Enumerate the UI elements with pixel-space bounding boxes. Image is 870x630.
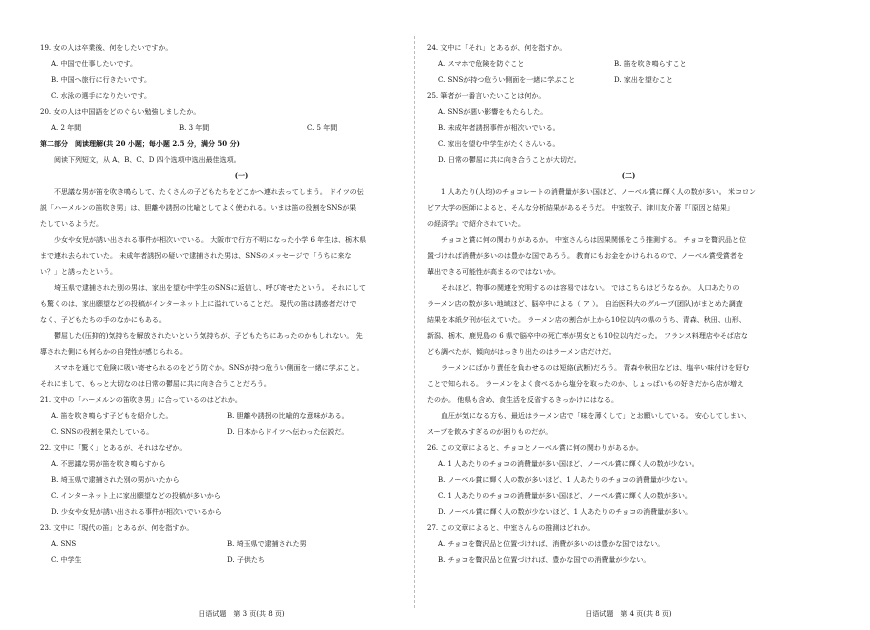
passage-2-line: チョコと賞に何の関わりがあるか。 中室さんらは因果関係をこう推測する。 チョコを贅沢品と位 [441,236,747,244]
passage-2-line: ことで知られる。 ラーメンをよく食べるから塩分を取ったのか、しょっぱいもの好きだから店が増え [427,380,744,388]
question-20-option-a: A. 2 年間 [51,124,82,132]
question-23-option-b: B. 埼玉県で逮捕された男 [227,540,307,548]
question-23-options-cd [40,552,443,568]
passage-2-line: ラーメンにばかり責任を負わせるのは短絡(武断)だろう。 青森や秋田などは、塩辛い味付けを好む [441,364,750,372]
passage-2-line: の経済学』で紹介されていた。 [427,220,525,228]
question-23-option-c: C. 中学生 [51,556,82,564]
passage-2-line: 新潟、栃木、鹿児島の 6 県で脳卒中の死亡率が男女とも10位以内だった。 フランス料理店やそば店な [427,332,748,340]
question-22-stem: 22. 文中に「驚く」とあるが、それはなぜか。 [40,444,187,452]
question-26-option-d: D. ノーベル賞に輝く人の数が少ないほど、1 人あたりのチョコの消費量が多い。 [438,508,693,516]
question-26-option-b: B. ノーベル賞に輝く人の数が多いほど、1 人あたりのチョコの消費量が少ない。 [438,476,692,484]
passage-2-line: 結果を本紙夕刊が伝えていた。 ラーメン店の割合が上から10位以内の県のうち、青森、秋田、山形、 [427,316,746,324]
question-25-stem: 25. 筆者が一番言いたいことは何か。 [427,92,546,100]
question-27-option-a: A. チョコを贅沢品と位置づければ、消費が多いのは豊かな国ではない。 [438,540,665,548]
question-21-option-c: C. SNSの役割を果たしている。 [51,428,154,436]
passage-2-heading: (二) [621,171,636,180]
passage-1-line: スマホを通じて危険に吸い寄せられるのをどう防ぐか。SNSが持つ危うい側面を一緒に学ぶこと。 [54,364,364,372]
question-25-option-d: D. 日常の鬱屈に共に向き合うことが大切だ。 [438,156,581,164]
passage-1-line: 埼玉県で逮捕された別の男は、家出を望む中学生のSNSに返信し、呼び寄せたという。 それにして [54,284,366,292]
question-23-option-d: D. 子供たち [227,556,265,564]
question-23-stem: 23. 文中に「現代の笛」とあるが、何を指すか。 [40,524,194,532]
page-footer-right: 日语试题 第 4 页(共 8 页) [585,610,672,618]
question-23-option-a: A. SNS [51,540,77,548]
question-20-stem: 20. 女の人は中国語をどのぐらい勉強しましたか。 [40,108,201,116]
passage-1-line: 不思議な男が笛を吹き鳴らして、たくさんの子どもたちをどこかへ連れ去ってしまう。 ドイツの伝 [54,188,364,196]
passage-2-line: ども調べたが、傾向がはっきり出たのはラーメン店だけだ。 [427,348,616,356]
question-21-options-cd [40,424,443,440]
question-27-stem: 27. この文章によると、中室さんらの推測はどれか。 [427,524,595,532]
passage-1-line: まで連れ去られていた。 未成年者誘拐の疑いで逮捕された男は、SNSのメッセージで「うちに来な [40,252,352,260]
passage-1-line: 導された側にも何らかの自発性が感じられる。 [40,348,187,356]
question-24-options-cd [427,72,830,88]
passage-2-line: たのか。 他県も含め、食生活を反省するきっかけにはなる。 [427,396,618,404]
passage-1-line: も驚くのは、家出願望などの投稿がインターネット上に溢れていることだ。 現代の笛は誘惑者だけで [40,300,357,308]
question-20-option-c: C. 5 年間 [307,124,338,132]
passage-2-line: スープを飲みすぎるのが困りものだが。 [427,428,553,436]
passage-2-line: 血圧が気になる方も、最近はラーメン店で「味を薄くして」とお願いしている。 安心してしまい、 [441,412,751,420]
question-24-options-ab [427,56,830,72]
question-20-options [40,120,443,136]
question-25-option-c: C. 家出を望む中学生がたくさんいる。 [438,140,560,148]
question-21-option-a: A. 笛を吹き鳴らす子どもを紹介した。 [51,412,173,420]
passage-1-line: い？」と誘ったという。 [40,268,117,276]
passage-1-line: なく、子どもたちの手のなかにもある。 [40,316,166,324]
passage-2-line: ビア大学の医師によると、そんな分析結果があるそうだ。 中室牧子、津川友介著『「原因と結果」 [427,204,734,212]
question-21-option-b: B. 胆離や誘拐の比喩的な意味がある。 [227,412,349,420]
passage-2-line: ラーメン店の数が多い地域ほど、脳卒中による（ ア ）。 自治医科大のグループ(团队)がまとめた調査 [427,300,743,308]
passage-1-line: 少女や女児が誘い出される事件が相次いでいる。 大阪市で行方不明になった小学 6 年生は、栃木県 [54,236,367,244]
passage-1-heading: (一) [234,171,249,180]
question-26-stem: 26. この文章によると、チョコとノーベル賞に何の関わりがあるか。 [427,444,643,452]
question-24-option-b: B. 笛を吹き鳴らすこと [614,60,687,68]
passage-1-line: それにまして、もっと大切なのは日常の鬱屈に共に向き合うことだろう。 [40,380,271,388]
passage-2-line: 輩出できる可能性が高まるのではないか。 [427,268,560,276]
question-24-stem: 24. 文中に「それ」とあるが、何を指すか。 [427,44,567,52]
question-19-option-c: C. 水泳の選手になりたいです。 [51,92,151,100]
part2-instruction: 阅读下列短文，从 A、B、C、D 四个选项中选出最佳选项。 [54,156,241,164]
question-24-option-d: D. 家出を望むこと [614,76,673,84]
question-27-option-b: B. チョコを贅沢品と位置づければ、豊かな国での消費量が少ない。 [438,556,651,564]
question-21-option-d: D. 日本からドイツへ伝わった伝説だ。 [227,428,349,436]
right-column [427,40,830,568]
question-22-option-b: B. 埼玉県で逮捕された別の男がいたから [51,476,180,484]
passage-1-line: 鬱屈した(压抑的)気持ちを解放されたいという気持ちが、子どもたちにあったのかもしれない。 先 [54,332,363,340]
passage-1-line: たしているようだ。 [40,220,103,228]
question-25-option-b: B. 未成年者誘拐事件が相次いでいる。 [438,124,560,132]
question-26-option-c: C. 1 人あたりのチョコの消費量が多い国ほど、ノーベル賞に輝く人の数が多い。 [438,492,692,500]
question-21-options-ab [40,408,443,424]
question-20-option-b: B. 3 年間 [179,124,210,132]
column-divider [414,36,415,608]
passage-1-line: 説「ハーメルンの笛吹き男」は、胆離や誘拐の比喩としてよく使われる。いまは笛の役割をSNSが果 [40,204,357,212]
question-26-option-a: A. 1 人あたりのチョコの消費量が多い国ほど、ノーベル賞に輝く人の数が少ない。 [438,460,699,468]
passage-2-line: 置づければ消費が多いのは豊かな国であろう。 教育にもお金をかけられるので、ノーベル賞受賞者を [427,252,744,260]
question-22-option-c: C. インターネット上に家出願望などの投稿が多いから [51,492,221,500]
passage-2-line: 1 人あたり(人均)のチョコレートの消費量が多い国ほど、ノーベル賞に輝く人の数が多い。 米コロン [441,188,756,196]
question-25-option-a: A. SNSが悪い影響をもたらした。 [438,108,548,116]
passage-2-line: それほど、物事の関連を究明するのは容易ではない。 ではこちらはどうなるか。 人口あたりの [441,284,740,292]
question-22-option-a: A. 不思議な男が笛を吹き鳴らすから [51,460,166,468]
question-23-options-ab [40,536,443,552]
question-24-option-a: A. スマホで危険を防ぐこと [438,60,525,68]
left-column [40,40,443,568]
question-19-option-b: B. 中国へ旅行に行きたいです。 [51,76,152,84]
part2-title: 第二部分 阅读理解(共 20 小题；每小题 2.5 分，满分 50 分) [40,139,240,148]
page-footer-left: 日语试题 第 3 页(共 8 页) [198,610,285,618]
question-22-option-d: D. 少女や女児が誘い出される事件が相次いでいるから [51,508,222,516]
question-24-option-c: C. SNSが持つ危うい側面を一緒に学ぶこと [438,76,576,84]
question-19-option-a: A. 中国で仕事したいです。 [51,60,137,68]
question-21-stem: 21. 文中の「ハーメルンの笛吹き男」に合っているのはどれか。 [40,396,242,404]
question-19-stem: 19. 女の人は卒業後、何をしたいですか。 [40,44,173,52]
